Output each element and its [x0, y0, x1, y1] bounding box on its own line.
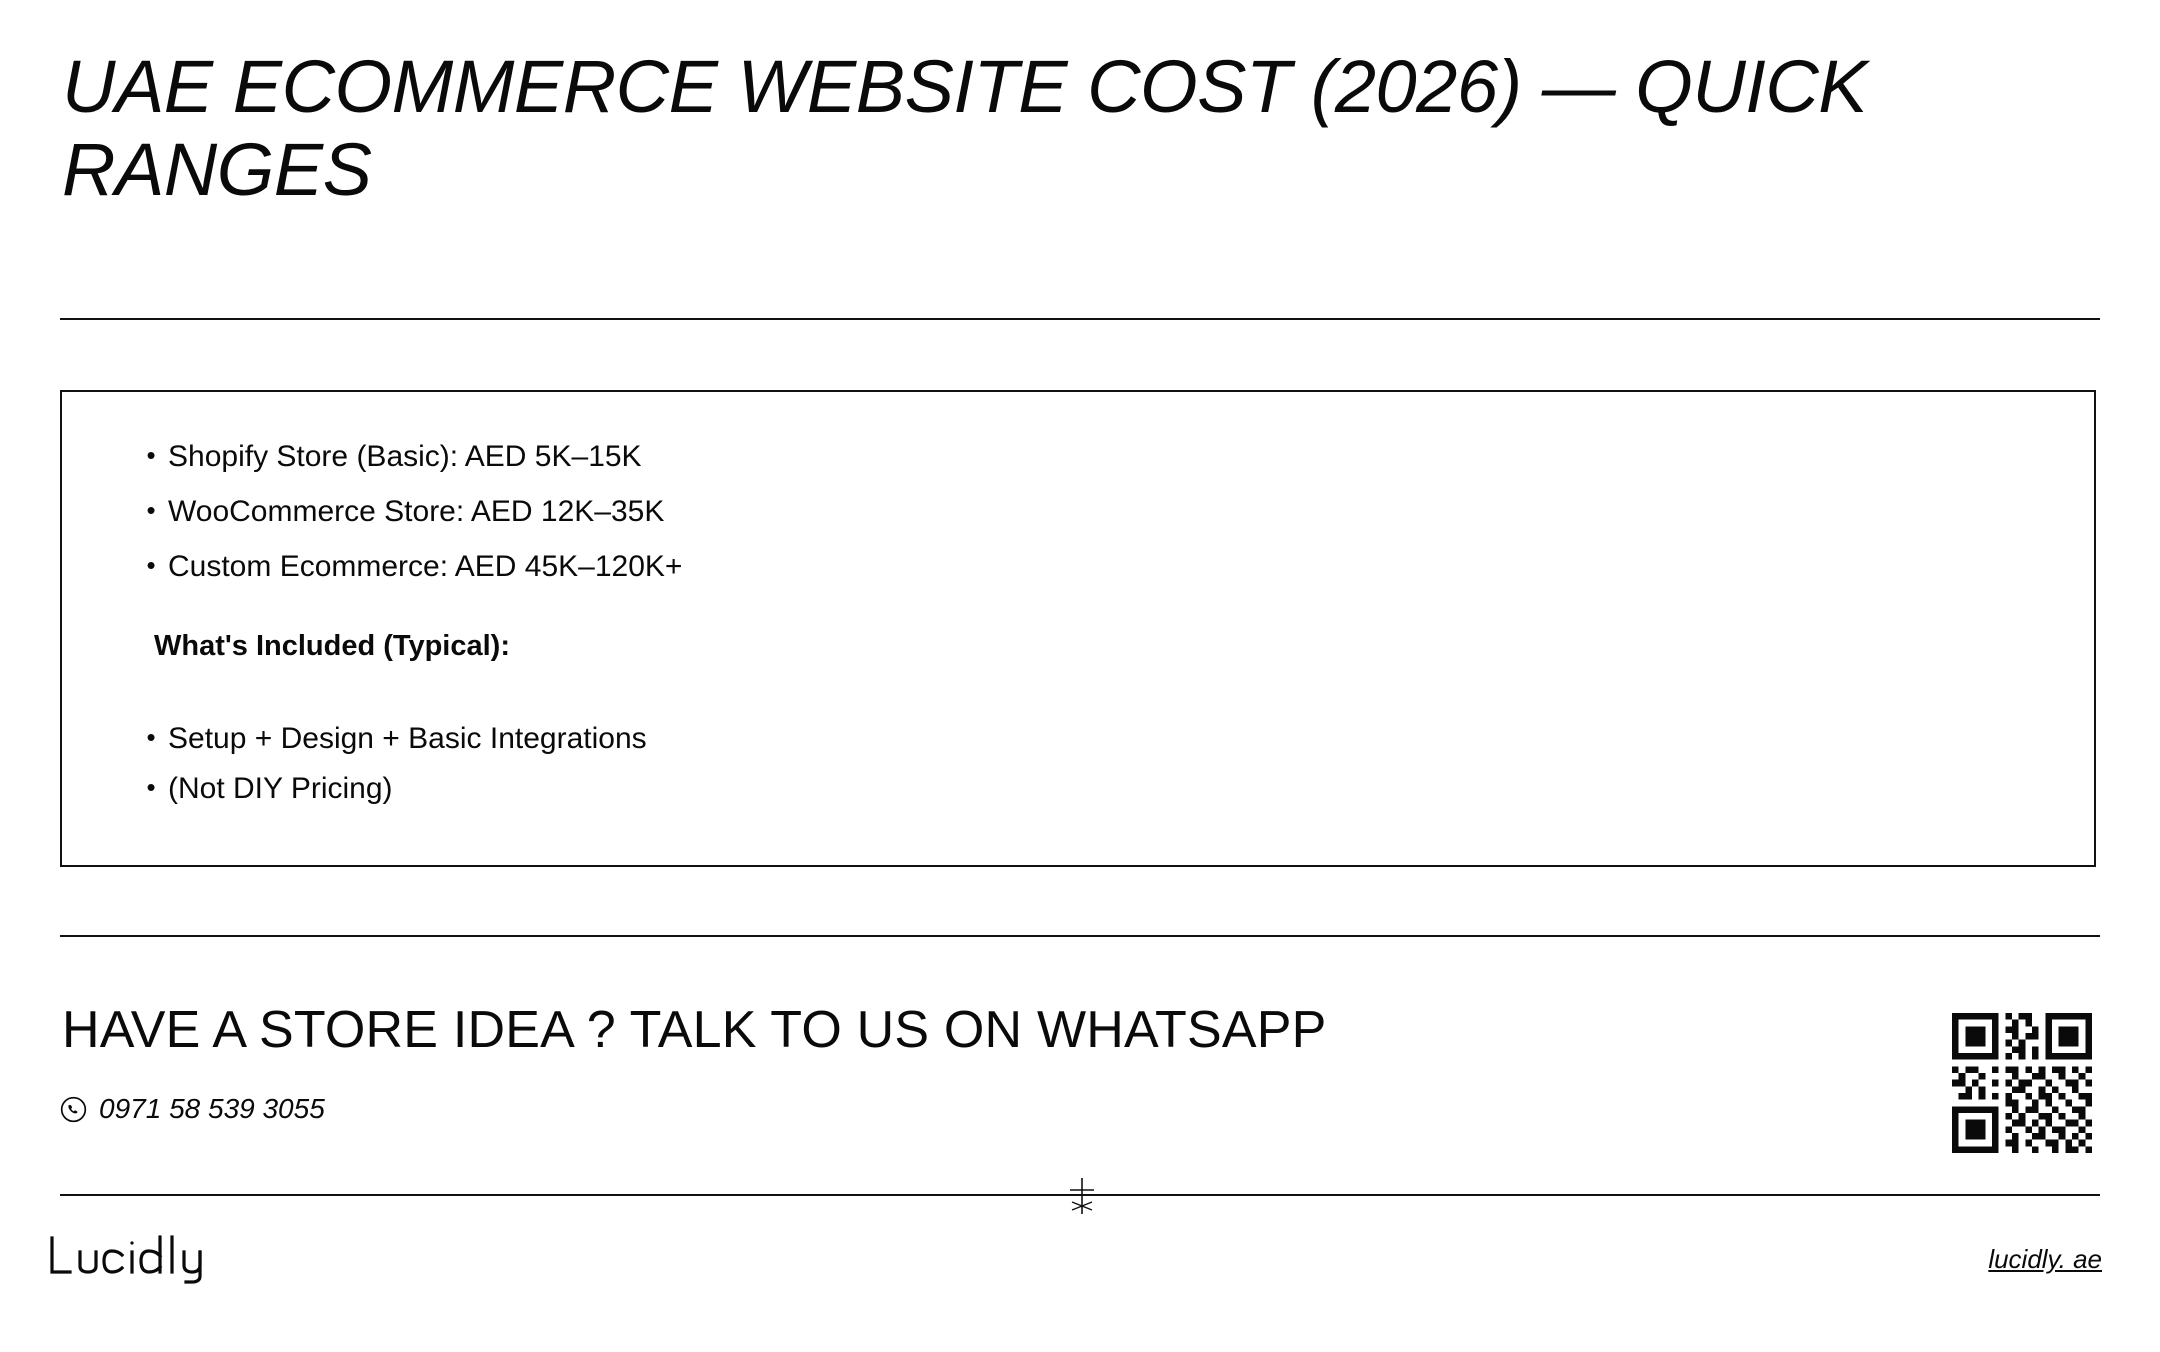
divider-middle — [60, 935, 2100, 937]
included-list — [134, 724, 647, 824]
bullet-icon: • — [146, 440, 156, 470]
list-item — [134, 497, 682, 527]
divider-top — [60, 318, 2100, 320]
content-box — [60, 390, 2096, 867]
bullet-icon: • — [146, 550, 156, 580]
list-item-label: Setup + Design + Basic Integrations — [168, 722, 647, 755]
bullet-icon: • — [146, 722, 156, 752]
website-link[interactable]: lucidly. ae — [1988, 1244, 2102, 1274]
list-item — [134, 774, 647, 804]
registration-mark-icon — [1062, 1176, 1102, 1216]
bullet-icon: • — [146, 772, 156, 802]
list-item — [134, 724, 647, 754]
bullet-icon: • — [146, 495, 156, 525]
phone-number: 0971 58 539 3055 — [99, 1093, 325, 1124]
list-item-label: Shopify Store (Basic): AED 5K–15K — [168, 440, 642, 473]
whatsapp-icon — [60, 1096, 87, 1123]
qr-code[interactable] — [1952, 1013, 2092, 1153]
price-list — [134, 442, 682, 607]
list-item-label: (Not DIY Pricing) — [168, 772, 393, 805]
cta-heading: HAVE A STORE IDEA ? TALK TO US ON WHATSAPP — [62, 1001, 1327, 1059]
list-item-label: Custom Ecommerce: AED 45K–120K+ — [168, 550, 683, 583]
included-heading: What's Included (Typical): — [154, 630, 510, 662]
list-item — [134, 442, 682, 472]
contact-phone[interactable] — [60, 1093, 325, 1125]
list-item — [134, 552, 682, 582]
brand-logo — [48, 1232, 243, 1280]
list-item-label: WooCommerce Store: AED 12K–35K — [168, 495, 665, 528]
page-title: UAE ECOMMERCE WEBSITE COST (2026) — QUICK RANGES — [62, 45, 1868, 211]
